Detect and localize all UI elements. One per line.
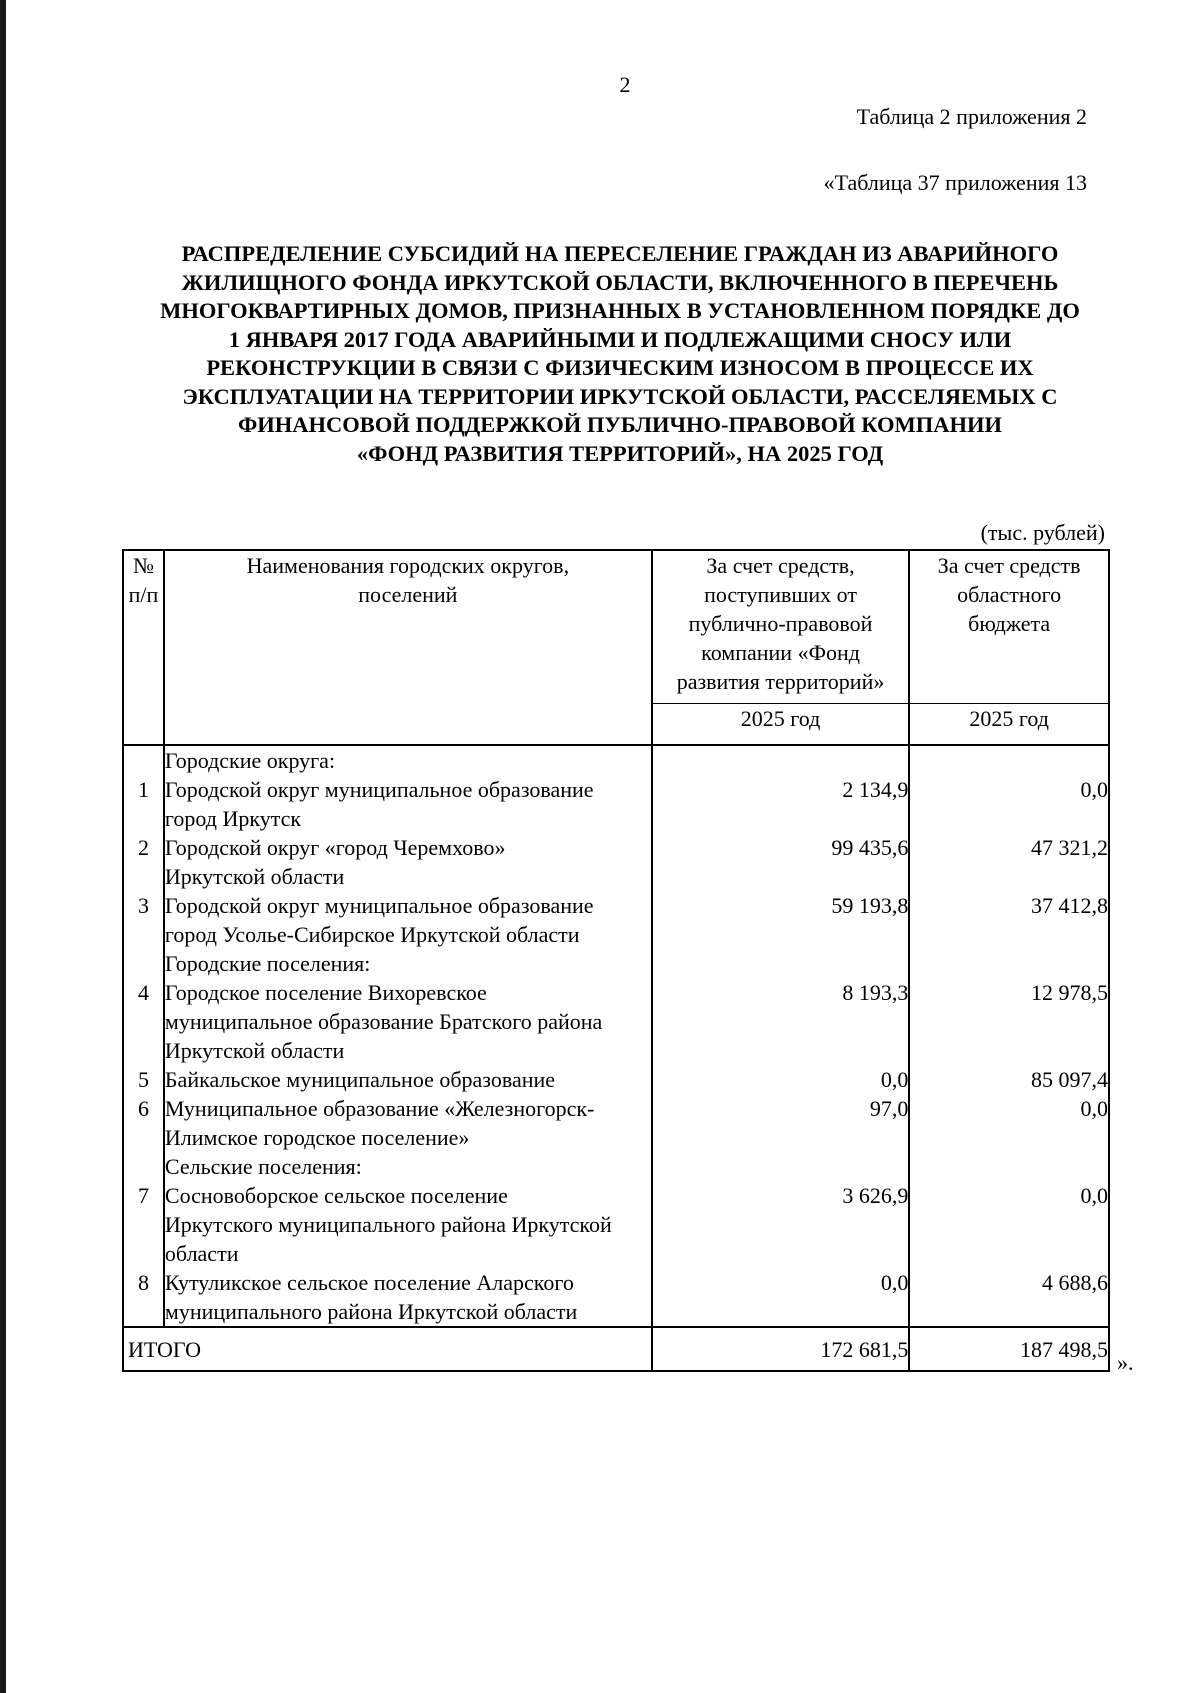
region-value: 0,0: [909, 775, 1109, 833]
total-label: ИТОГО: [123, 1327, 652, 1371]
title-line: РАСПРЕДЕЛЕНИЕ СУБСИДИЙ НА ПЕРЕСЕЛЕНИЕ ГРАЖДАН ИЗ АВАРИЙНОГО: [181, 241, 1059, 266]
row-number: 8: [123, 1268, 164, 1327]
category-label: Городские округа:: [164, 745, 652, 775]
row-number: 6: [123, 1094, 164, 1152]
fund-value: 99 435,6: [652, 833, 910, 891]
table-row: [123, 833, 1109, 891]
category-label: Городские поселения:: [164, 949, 652, 978]
row-name: Городской округ «город Черемхово» Иркутской области: [164, 833, 652, 891]
table-row: [123, 1268, 1109, 1327]
fund-value: 97,0: [652, 1094, 910, 1152]
fund-value: 8 193,3: [652, 978, 910, 1065]
region-value: 47 321,2: [909, 833, 1109, 891]
table-reference-amended: «Таблица 37 приложения 13: [823, 170, 1087, 195]
subsidy-table: [122, 549, 1110, 1372]
title-line: ЖИЛИЩНОГО ФОНДА ИРКУТСКОЙ ОБЛАСТИ, ВКЛЮЧЕННОГО В ПЕРЕЧЕНЬ: [181, 269, 1059, 295]
row-name: Городской округ муниципальное образование город Иркутск: [164, 775, 652, 833]
row-name: Муниципальное образование «Железногорск- Илимское городское поселение»: [164, 1094, 652, 1152]
table-row: [123, 1065, 1109, 1094]
document-title: [90, 240, 1150, 468]
col-header-num: № п/п: [123, 550, 164, 745]
title-line: РЕКОНСТРУКЦИИ В СВЯЗИ С ФИЗИЧЕСКИМ ИЗНОСОМ В ПРОЦЕССЕ ИХ: [206, 355, 1034, 380]
table-reference: Таблица 2 приложения 2: [856, 104, 1087, 129]
row-number: 2: [123, 833, 164, 891]
title-line: «ФОНД РАЗВИТИЯ ТЕРРИТОРИЙ», НА 2025 ГОД: [356, 440, 884, 466]
fund-value: 59 193,8: [652, 891, 910, 949]
col-header-region: За счет средств областного бюджета: [909, 550, 1109, 704]
row-name: Кутуликское сельское поселение Аларского муниципального района Иркутской области: [164, 1268, 652, 1327]
row-name: Сосновоборское сельское поселение Иркутского муниципального района Иркутской области: [164, 1181, 652, 1268]
fund-value: 0,0: [652, 1268, 910, 1327]
title-line: ЭКСПЛУАТАЦИИ НА ТЕРРИТОРИИ ИРКУТСКОЙ ОБЛАСТИ, РАССЕЛЯЕМЫХ С: [182, 383, 1058, 409]
region-value: 0,0: [909, 1094, 1109, 1152]
row-name: Байкальское муниципальное образование: [164, 1065, 652, 1094]
title-line: ФИНАНСОВОЙ ПОДДЕРЖКОЙ ПУБЛИЧНО-ПРАВОВОЙ КОМПАНИИ: [237, 412, 1002, 437]
title-line: 1 ЯНВАРЯ 2017 ГОДА АВАРИЙНЫМИ И ПОДЛЕЖАЩИМИ СНОСУ ИЛИ: [228, 326, 1012, 352]
col-header-name: Наименования городских округов, поселений: [164, 550, 652, 745]
category-row: [123, 1152, 1109, 1181]
title-line: МНОГОКВАРТИРНЫХ ДОМОВ, ПРИЗНАННЫХ В УСТАНОВЛЕННОМ ПОРЯДКЕ ДО: [160, 298, 1080, 323]
row-number: 1: [123, 775, 164, 833]
total-fund-value: 172 681,5: [652, 1327, 910, 1371]
row-name: Городское поселение Вихоревское муниципальное образование Братского района Иркутской области: [164, 978, 652, 1065]
table-row: [123, 775, 1109, 833]
table-row: [123, 891, 1109, 949]
total-region-value: 187 498,5: [909, 1327, 1109, 1371]
row-name: Городской округ муниципальное образование город Усолье-Сибирское Иркутской области: [164, 891, 652, 949]
region-value: 37 412,8: [909, 891, 1109, 949]
table-row: [123, 1094, 1109, 1152]
region-value: 85 097,4: [909, 1065, 1109, 1094]
row-number: 4: [123, 978, 164, 1065]
col-header-fund-year: 2025 год: [652, 704, 910, 746]
category-row: [123, 949, 1109, 978]
region-value: 0,0: [909, 1181, 1109, 1268]
row-number: 5: [123, 1065, 164, 1094]
row-number: 3: [123, 891, 164, 949]
region-value: 4 688,6: [909, 1268, 1109, 1327]
closing-quote: ».: [1117, 1350, 1134, 1375]
table-row: [123, 978, 1109, 1065]
row-number: 7: [123, 1181, 164, 1268]
scan-edge: [0, 0, 6, 1693]
page-number: 2: [619, 72, 631, 97]
table-row: [123, 1181, 1109, 1268]
fund-value: 2 134,9: [652, 775, 910, 833]
fund-value: 0,0: [652, 1065, 910, 1094]
total-row: [123, 1327, 1109, 1371]
fund-value: 3 626,9: [652, 1181, 910, 1268]
units-label: (тыс. рублей): [980, 520, 1105, 545]
category-label: Сельские поселения:: [164, 1152, 652, 1181]
header-row: [123, 550, 1109, 704]
category-row: [123, 745, 1109, 775]
col-header-region-year: 2025 год: [909, 704, 1109, 746]
region-value: 12 978,5: [909, 978, 1109, 1065]
col-header-fund: За счет средств, поступивших от публично-правовой компании «Фонд развития территорий»: [652, 550, 910, 704]
